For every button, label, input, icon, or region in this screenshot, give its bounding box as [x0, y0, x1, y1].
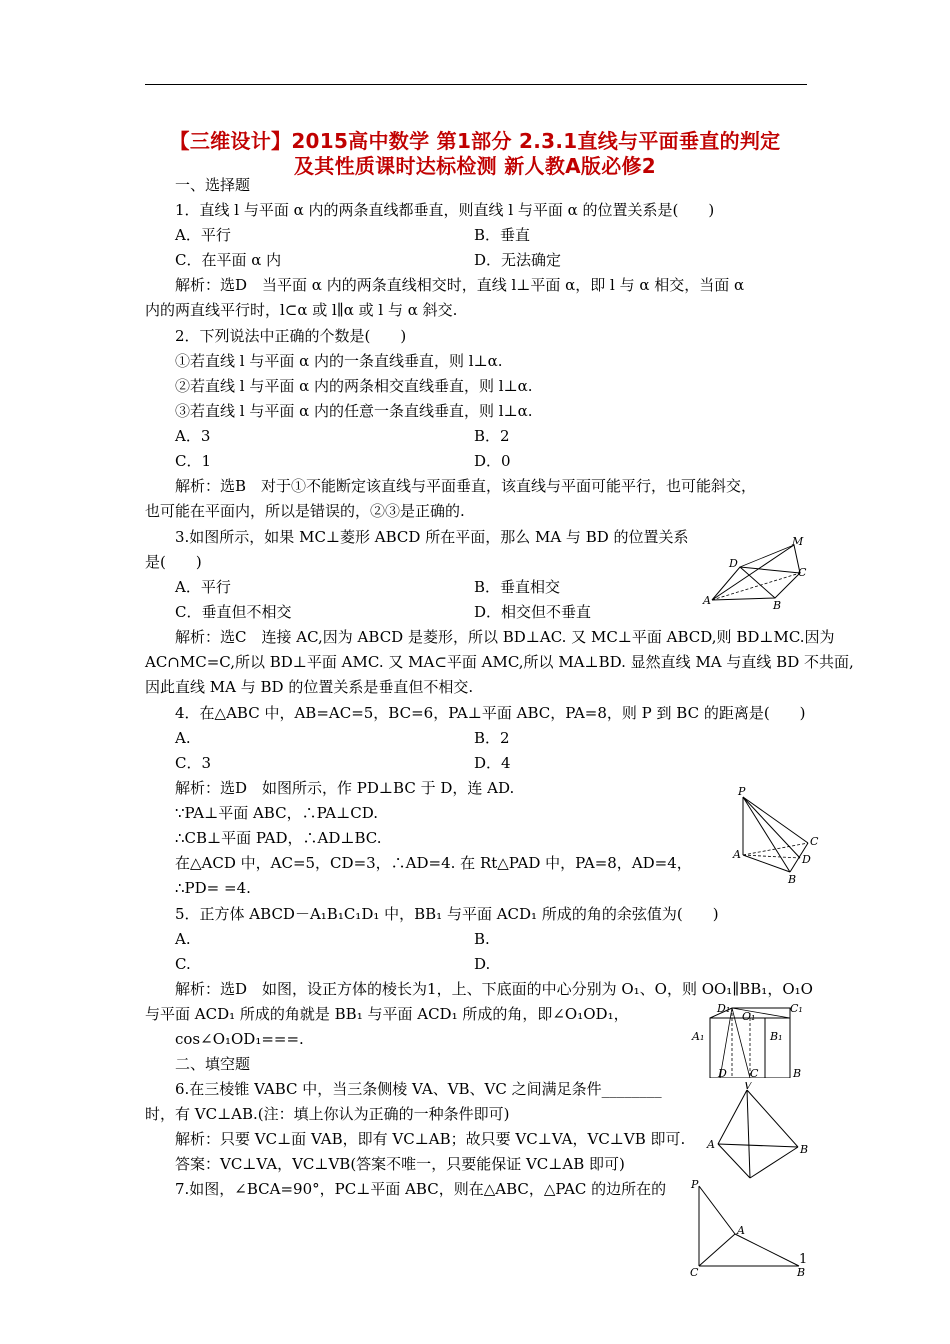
q4-option-c: C．3: [175, 754, 212, 772]
fig3-label-d: D: [718, 1067, 727, 1078]
figure-rhombus: [700, 535, 810, 610]
fig1-label-b: B: [773, 599, 782, 610]
question-4: 4．在△ABC 中，AB=AC=5，BC=6，PA⊥平面 ABC，PA=8，则 P 到 BC 的距离是( ): [175, 704, 806, 722]
section-heading-fill: 二、填空题: [175, 1055, 251, 1073]
fig5-label-a: A: [737, 1224, 745, 1237]
fig5-label-1: 1: [799, 1252, 808, 1267]
q4-option-b: B．2: [474, 729, 510, 747]
q5-option-a: A.: [175, 930, 191, 948]
question-1: 1．直线 l 与平面 α 内的两条直线都垂直，则直线 l 与平面 α 的位置关系是( ): [175, 201, 715, 219]
q1-solution-cont: 内的两直线平行时，l⊂α 或 l∥α 或 l 与 α 斜交.: [145, 301, 458, 319]
figure-tetrahedron: [730, 785, 820, 885]
fig1-label-c: C: [798, 566, 807, 579]
page-title: 【三维设计】2015高中数学 第1部分 2.3.1直线与平面垂直的判定: [169, 129, 781, 153]
q1-option-c: C．在平面 α 内: [175, 251, 282, 269]
q2-statement-1: ①若直线 l 与平面 α 内的一条直线垂直，则 l⊥α.: [175, 352, 503, 370]
q5-option-b: B.: [474, 930, 490, 948]
section-heading-choice: 一、选择题: [175, 176, 251, 194]
fig2-label-c: C: [810, 835, 819, 848]
q1-option-d: D．无法确定: [474, 251, 562, 269]
question-6: 6.在三棱锥 VABC 中，当三条侧棱 VA、VB、VC 之间满足条件________: [175, 1080, 662, 1098]
page-title-line2: 及其性质课时达标检测 新人教A版必修2: [293, 154, 657, 178]
fig3-label-a1: A₁: [692, 1030, 705, 1043]
q4-solution-step3: 在△ACD 中，AC=5，CD=3，∴AD=4. 在 Rt△PAD 中，PA=8，AD=4，: [175, 854, 692, 872]
q2-option-d: D．0: [474, 452, 511, 470]
fig3-label-d1: D₁: [717, 1002, 731, 1015]
fig3-label-c1: C₁: [790, 1002, 803, 1015]
q4-solution: 解析：选D 如图所示，作 PD⊥BC 于 D，连 AD.: [175, 779, 515, 797]
fig3-label-o1: O₁: [742, 1010, 756, 1023]
q4-solution-step4: ∴PD= =4.: [175, 879, 251, 897]
q5-solution-cont: 与平面 ACD₁ 所成的角就是 BB₁ 与平面 ACD₁ 所成的角，即∠O₁OD₁，: [145, 1005, 629, 1023]
figure-right-angle: [685, 1180, 815, 1280]
q1-option-a: A．平行: [175, 226, 231, 244]
fig1-label-m: M: [792, 535, 804, 548]
q3-solution-cont2: 因此直线 MA 与 BD 的位置关系是垂直但不相交.: [145, 678, 474, 696]
header-rule: [145, 84, 807, 85]
figure-pyramid: [700, 1082, 810, 1180]
q4-option-d: D．4: [474, 754, 511, 772]
q4-option-a: A.: [175, 729, 191, 747]
q3-option-a: A．平行: [175, 578, 231, 596]
q5-solution: 解析：选D 如图，设正方体的棱长为1，上、下底面的中心分别为 O₁、O，则 OO₁∥BB₁，O₁O: [175, 980, 813, 998]
q3-option-d: D．相交但不垂直: [474, 603, 592, 621]
fig1-label-d: D: [729, 557, 738, 570]
q1-solution: 解析：选D 当平面 α 内的两条直线相交时，直线 l⊥平面 α，即 l 与 α 相交，当面 α: [175, 276, 745, 294]
q4-solution-step1: ∵PA⊥平面 ABC，∴PA⊥CD.: [175, 804, 378, 822]
q5-option-d: D.: [474, 955, 491, 973]
question-6-cont: 时，有 VC⊥AB.(注：填上你认为正确的一种条件即可): [145, 1105, 510, 1123]
fig3-label-b1: B₁: [770, 1030, 783, 1043]
question-3-cont: 是( ): [145, 553, 202, 571]
fig2-label-d: D: [802, 853, 811, 866]
q2-statement-3: ③若直线 l 与平面 α 内的任意一条直线垂直，则 l⊥α.: [175, 402, 533, 420]
fig2-label-b: B: [788, 873, 797, 885]
q3-solution: 解析：选C 连接 AC,因为 ABCD 是菱形，所以 BD⊥AC. 又 MC⊥平面 ABCD,则 BD⊥MC.因为: [175, 628, 835, 646]
fig1-label-a: A: [703, 594, 711, 607]
fig3-label-b: B: [793, 1067, 802, 1078]
fig5-label-p: P: [691, 1180, 699, 1191]
q2-statement-2: ②若直线 l 与平面 α 内的两条相交直线垂直，则 l⊥α.: [175, 377, 533, 395]
q3-option-b: B．垂直相交: [474, 578, 561, 596]
q6-answer: 答案：VC⊥VA，VC⊥VB(答案不唯一，只要能保证 VC⊥AB 即可): [175, 1155, 625, 1173]
q3-solution-cont: AC∩MC=C,所以 BD⊥平面 AMC. 又 MA⊂平面 AMC,所以 MA⊥BD. 显然直线 MA 与直线 BD 不共面,: [145, 653, 854, 671]
fig3-label-c: C: [750, 1067, 759, 1078]
figure-cube: [690, 1000, 810, 1078]
q2-option-b: B．2: [474, 427, 510, 445]
fig4-label-v: V: [744, 1082, 752, 1092]
q5-solution-formula: cos∠O₁OD₁===.: [175, 1030, 304, 1048]
q2-option-a: A．3: [175, 427, 211, 445]
question-7: 7.如图，∠BCA=90°，PC⊥平面 ABC，则在△ABC，△PAC 的边所在的: [175, 1180, 667, 1198]
fig4-label-a: A: [707, 1138, 715, 1151]
fig5-label-c: C: [690, 1266, 699, 1279]
fig2-label-a: A: [733, 848, 741, 861]
q5-option-c: C.: [175, 955, 191, 973]
q6-solution: 解析：只要 VC⊥面 VAB，即有 VC⊥AB；故只要 VC⊥VA，VC⊥VB 即可.: [175, 1130, 686, 1148]
q1-option-b: B．垂直: [474, 226, 531, 244]
q2-solution: 解析：选B 对于①不能断定该直线与平面垂直，该直线与平面可能平行，也可能斜交，: [175, 477, 757, 495]
question-5: 5．正方体 ABCD－A₁B₁C₁D₁ 中，BB₁ 与平面 ACD₁ 所成的角的余弦值为( ): [175, 905, 719, 923]
q4-solution-step2: ∴CB⊥平面 PAD，∴AD⊥BC.: [175, 829, 382, 847]
fig4-label-b: B: [800, 1143, 809, 1156]
fig2-label-p: P: [738, 785, 746, 798]
fig5-label-b: B: [797, 1266, 806, 1279]
q3-option-c: C．垂直但不相交: [175, 603, 292, 621]
q2-solution-cont: 也可能在平面内，所以是错误的，②③是正确的.: [145, 502, 465, 520]
q2-option-c: C．1: [175, 452, 212, 470]
question-2: 2．下列说法中正确的个数是( ): [175, 327, 407, 345]
question-3: 3.如图所示，如果 MC⊥菱形 ABCD 所在平面，那么 MA 与 BD 的位置关系: [175, 528, 689, 546]
